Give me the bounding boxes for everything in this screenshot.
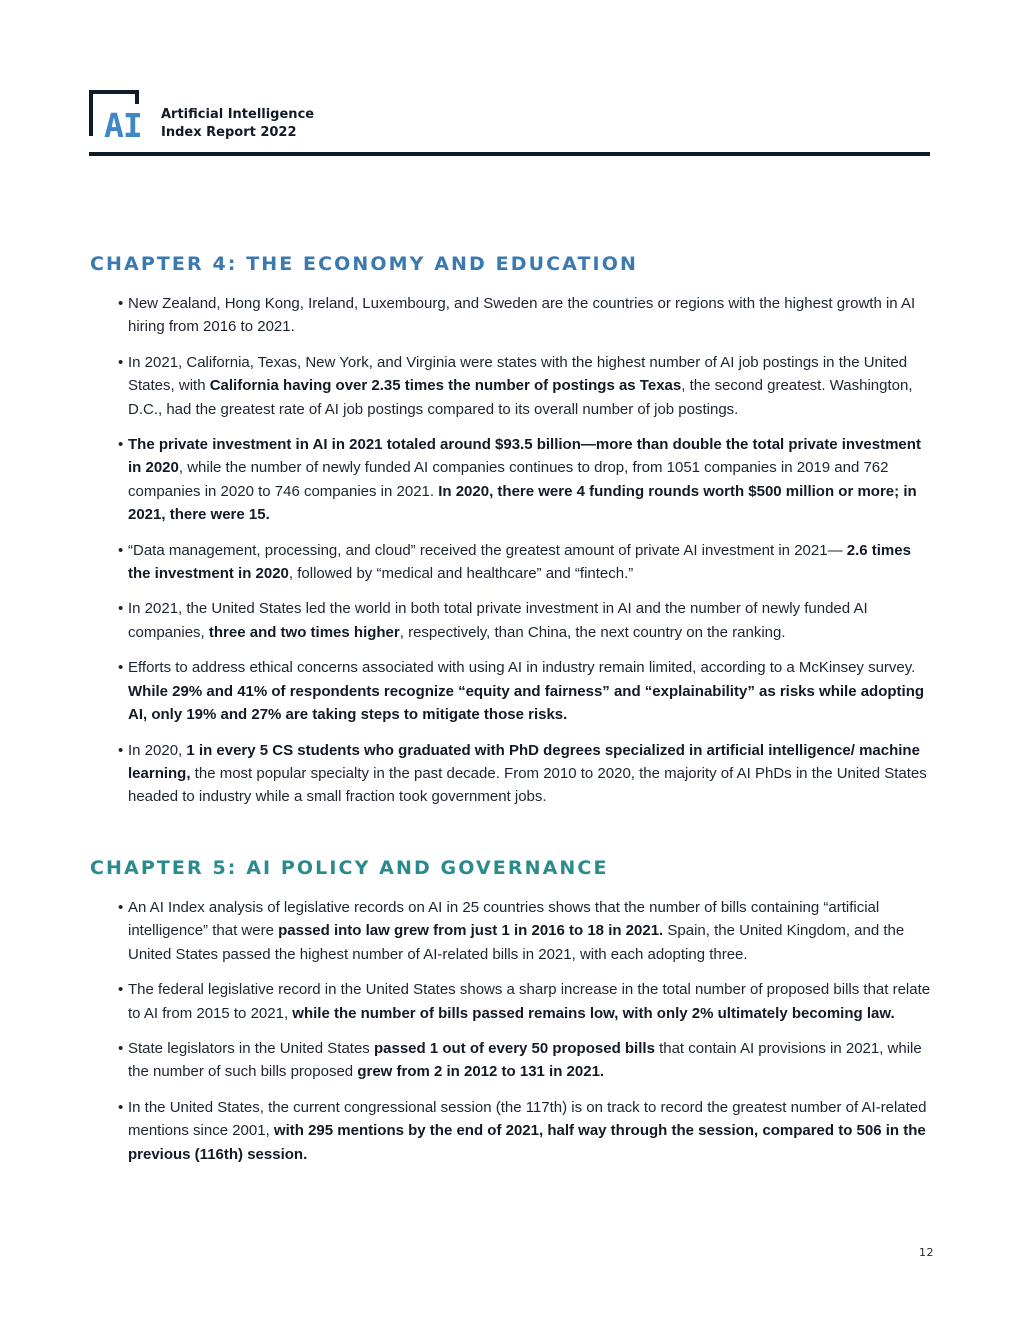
chapter-5-heading: CHAPTER 5: AI POLICY AND GOVERNANCE bbox=[90, 857, 609, 879]
header-divider bbox=[89, 152, 930, 156]
bullet-text: , followed by “medical and healthcare” and “fintech.” bbox=[288, 565, 634, 583]
report-title-line1: Artificial Intelligence bbox=[161, 107, 315, 122]
report-header bbox=[89, 90, 930, 157]
report-title bbox=[161, 106, 314, 142]
bullet-text: , respectively, than China, the next country on the ranking. bbox=[399, 623, 786, 641]
bullet-text: In 2020, bbox=[128, 741, 187, 759]
bullet-item bbox=[90, 1096, 935, 1166]
bullet-bold-text: grew from 2 in 2012 to 131 in 2021. bbox=[357, 1063, 605, 1081]
bullet-text: An AI Index analysis of legislative records on AI in 25 countries shows that the number of bills containing “artificial intelligence” that were bbox=[128, 899, 880, 940]
bullet-item bbox=[90, 1037, 935, 1084]
page-number: 12 bbox=[919, 1246, 934, 1259]
bullet-text: In 2021, the United States led the world in both total private investment in AI and the number of newly funded AI companies, bbox=[128, 600, 868, 641]
bullet-text: that contain AI provisions in 2021, while the number of such bills proposed bbox=[128, 1040, 922, 1081]
bullet-text: , the second greatest. Washington, D.C., had the greatest rate of AI job postings compared to its overall number of job postings. bbox=[128, 377, 913, 418]
bullet-text: The federal legislative record in the United States shows a sharp increase in the total number of proposed bills that relate to AI from 2015 to 2021, bbox=[128, 981, 931, 1022]
bullet-text: In 2021, California, Texas, New York, and Virginia were states with the highest number of AI job postings in the United States, with bbox=[128, 353, 908, 395]
bullet-item bbox=[90, 433, 935, 527]
chapter-5-section bbox=[90, 856, 935, 1178]
chapter-4-bullets bbox=[90, 292, 935, 809]
bullet-text: In the United States, the current congressional session (the 117th) is on track to record the greatest number of AI-related mentions since 2001, bbox=[128, 1098, 927, 1140]
bullet-bold-text: 1 in every 5 CS students who graduated with PhD degrees specialized in artificial intelligence/ machine learning, bbox=[128, 741, 920, 782]
bullet-bold-text: with 295 mentions by the end of 2021, half way through the session, compared to 506 in the previous (116th) session. bbox=[128, 1122, 926, 1163]
ai-index-logo bbox=[89, 90, 149, 140]
bullet-bold-text: three and two times higher bbox=[208, 623, 400, 641]
bullet-item bbox=[90, 597, 935, 644]
bullet-text: the most popular specialty in the past decade. From 2010 to 2020, the majority of AI PhDs in the United States headed to industry while a small fraction took government jobs. bbox=[128, 764, 927, 806]
bullet-bold-text: While 29% and 41% of respondents recognize “equity and fairness” and “explainability” as risks while adopting AI, only 19% and 27% are taking steps to mitigate those risks. bbox=[128, 682, 925, 724]
bullet-text: , while the number of newly funded AI companies continues to drop, from 1051 companies in 2019 and 762 companies in 2020 to 746 companies in 2021. bbox=[128, 459, 889, 500]
bullet-item bbox=[90, 292, 935, 339]
chapter-4-section bbox=[90, 252, 935, 821]
bullet-item bbox=[90, 896, 935, 966]
report-title-line2: Index Report 2022 bbox=[161, 125, 297, 140]
bullet-text: Efforts to address ethical concerns associated with using AI in industry remain limited, according to a McKinsey survey. bbox=[128, 659, 916, 677]
chapter-4-heading: CHAPTER 4: THE ECONOMY AND EDUCATION bbox=[90, 253, 638, 275]
bullet-bold-text: while the number of bills passed remains low, with only 2% ultimately becoming law. bbox=[292, 1004, 895, 1022]
bullet-item bbox=[90, 739, 935, 809]
chapter-5-bullets bbox=[90, 896, 935, 1166]
bullet-bold-text: passed into law grew from just 1 in 2016 to 18 in 2021. bbox=[278, 922, 664, 940]
bullet-bold-text: 2.6 times the investment in 2020 bbox=[128, 541, 911, 583]
bullet-bold-text: In 2020, there were 4 funding rounds worth $500 million or more; in 2021, there were 15. bbox=[128, 482, 917, 524]
bullet-item bbox=[90, 656, 935, 726]
bullet-item bbox=[90, 978, 935, 1025]
bullet-bold-text: California having over 2.35 times the number of postings as Texas bbox=[209, 377, 682, 395]
bullet-text: State legislators in the United States bbox=[128, 1040, 374, 1058]
bullet-bold-text: passed 1 out of every 50 proposed bills bbox=[373, 1040, 655, 1058]
bullet-text: Spain, the United Kingdom, and the United States passed the highest number of AI-related bills in 2021, with each adopting three. bbox=[128, 922, 905, 963]
bullet-text: New Zealand, Hong Kong, Ireland, Luxembourg, and Sweden are the countries or regions with the highest growth in AI hiring from 2016 to 2021. bbox=[128, 295, 916, 336]
bullet-text: “Data management, processing, and cloud” received the greatest amount of private AI investment in 2021— bbox=[128, 541, 847, 559]
bullet-item bbox=[90, 539, 935, 586]
bullet-item bbox=[90, 351, 935, 421]
bullet-bold-text: The private investment in AI in 2021 totaled around $93.5 billion—more than double the total private investment in 2020 bbox=[128, 436, 921, 477]
logo-ai-text: AI bbox=[104, 106, 142, 140]
